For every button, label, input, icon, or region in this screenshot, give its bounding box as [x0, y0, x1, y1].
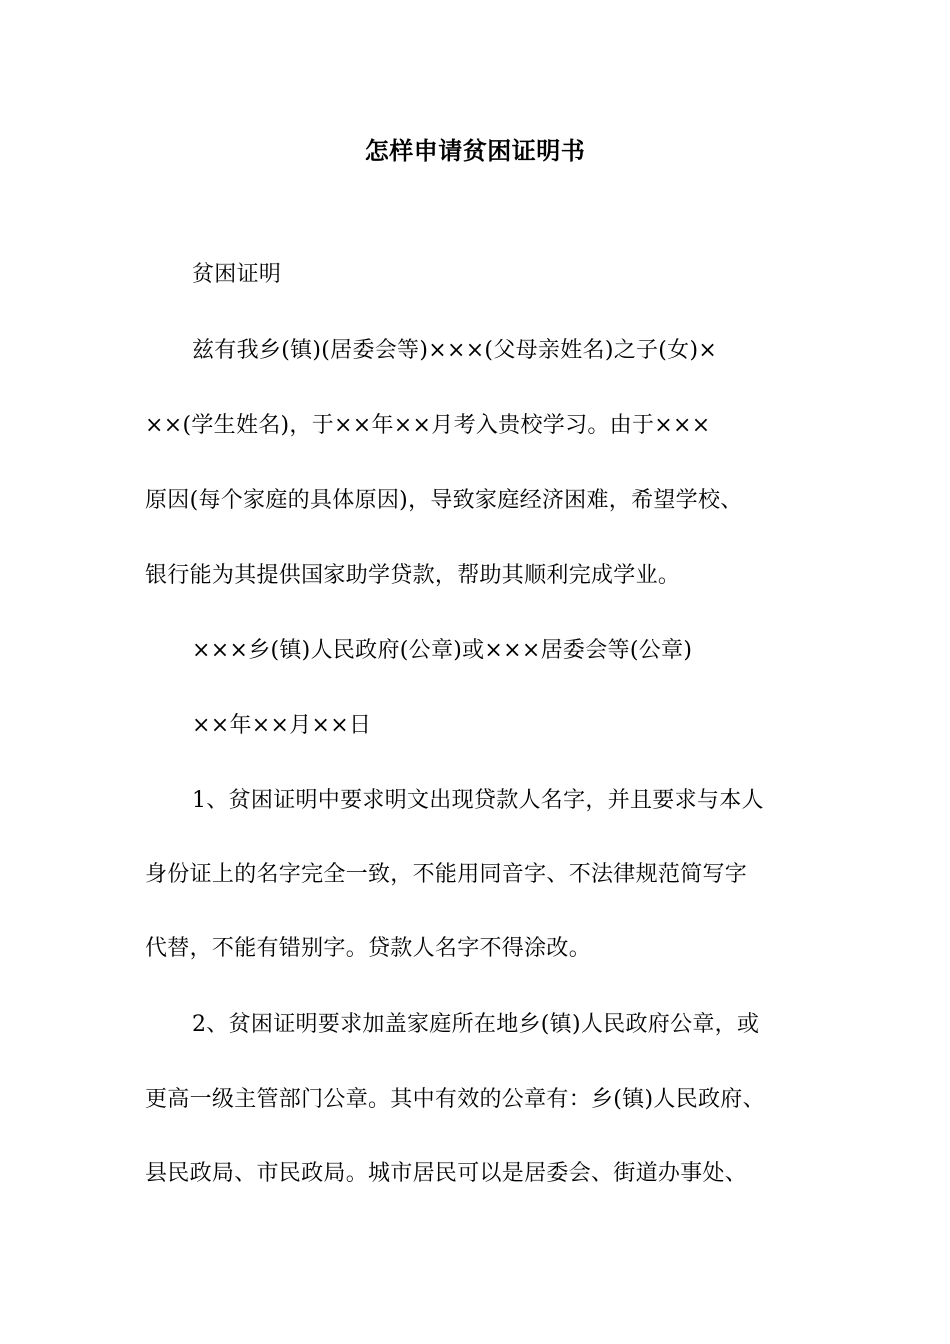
- paragraph-line: 2、贫困证明要求加盖家庭所在地乡(镇)人民政府公章，或: [192, 1012, 760, 1037]
- paragraph-line: ××(学生姓名)，于××年××月考入贵校学习。由于×××: [145, 413, 711, 438]
- signature-line: ×××乡(镇)人民政府(公章)或×××居委会等(公章): [192, 638, 693, 663]
- paragraph-line: 兹有我乡(镇)(居委会等)×××(父母亲姓名)之子(女)×: [192, 338, 718, 363]
- paragraph-line: 代替，不能有错别字。贷款人名字不得涂改。: [145, 936, 592, 961]
- paragraph-line: 县民政局、市民政局。城市居民可以是居委会、街道办事处、: [145, 1161, 748, 1186]
- paragraph-line: 身份证上的名字完全一致，不能用同音字、不法律规范简写字: [145, 862, 748, 887]
- paragraph-line: 1、贫困证明中要求明文出现贷款人名字，并且要求与本人: [192, 788, 764, 813]
- document-title: 怎样申请贫困证明书: [364, 137, 586, 165]
- paragraph-line: 银行能为其提供国家助学贷款，帮助其顺利完成学业。: [145, 563, 681, 588]
- paragraph-line: 更高一级主管部门公章。其中有效的公章有：乡(镇)人民政府、: [145, 1087, 765, 1112]
- certificate-heading: 贫困证明: [192, 262, 282, 287]
- date-line: ××年××月××日: [192, 713, 372, 738]
- paragraph-line: 原因(每个家庭的具体原因)，导致家庭经济困难，希望学校、: [145, 488, 743, 513]
